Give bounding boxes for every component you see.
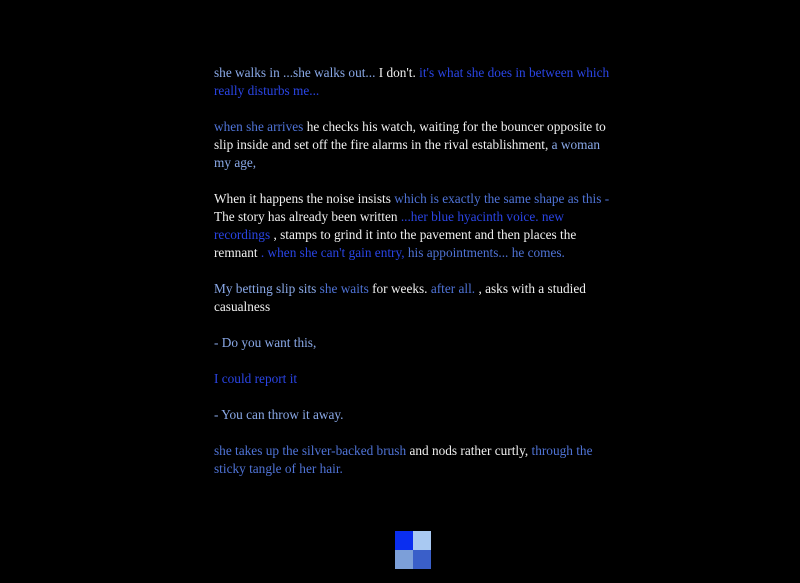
paragraph bbox=[214, 64, 618, 100]
text-segment: The story has already been written bbox=[214, 209, 401, 224]
text-segment[interactable]: his appointments... he comes. bbox=[407, 245, 565, 260]
text-segment[interactable]: ...her blue hyacinth voice. new recordings bbox=[214, 209, 565, 242]
text-segment[interactable]: - Do you want this, bbox=[214, 335, 317, 350]
text-segment: , stamps to grind it into the pavement and then places the remnant bbox=[214, 227, 577, 260]
paragraph bbox=[214, 190, 618, 262]
text-segment[interactable]: it's what she does in between which really disturbs me... bbox=[214, 65, 610, 98]
poem-text bbox=[214, 64, 618, 496]
text-segment: I don't. bbox=[378, 65, 420, 80]
text-segment: When it happens the noise insists bbox=[214, 191, 395, 206]
color-tile-grid[interactable] bbox=[395, 531, 431, 569]
tile-bottom-left[interactable] bbox=[395, 550, 413, 569]
tile-top-right[interactable] bbox=[413, 531, 431, 550]
text-segment[interactable]: I could report it bbox=[214, 371, 298, 386]
text-segment[interactable]: My betting slip sits bbox=[214, 281, 320, 296]
text-segment: for weeks. bbox=[372, 281, 431, 296]
paragraph bbox=[214, 442, 618, 478]
text-segment[interactable]: after all. bbox=[430, 281, 479, 296]
text-segment[interactable]: . when she can't gain entry, bbox=[260, 245, 408, 260]
text-segment[interactable]: she waits bbox=[319, 281, 373, 296]
text-segment: he checks his watch, waiting for the bouncer opposite to slip inside and set off the fire alarms in the rival establishment, bbox=[214, 119, 606, 152]
text-segment[interactable]: through the sticky tangle of her hair. bbox=[214, 443, 593, 476]
text-segment[interactable]: she takes up the silver-backed brush bbox=[214, 443, 410, 458]
tile-top-left[interactable] bbox=[395, 531, 413, 550]
text-segment[interactable]: when she arrives bbox=[214, 119, 307, 134]
paragraph bbox=[214, 280, 618, 316]
text-segment[interactable]: - You can throw it away. bbox=[214, 407, 344, 422]
text-segment: and nods rather curtly, bbox=[409, 443, 532, 458]
tile-bottom-right[interactable] bbox=[413, 550, 431, 569]
paragraph bbox=[214, 406, 618, 424]
text-segment[interactable]: she walks in ...she walks out... bbox=[214, 65, 379, 80]
text-segment[interactable]: which is exactly the same shape as this - bbox=[394, 191, 610, 206]
paragraph bbox=[214, 370, 618, 388]
paragraph bbox=[214, 118, 618, 172]
paragraph bbox=[214, 334, 618, 352]
text-segment: , asks with a studied casualness bbox=[214, 281, 586, 314]
text-segment[interactable]: a woman my age, bbox=[214, 137, 601, 170]
